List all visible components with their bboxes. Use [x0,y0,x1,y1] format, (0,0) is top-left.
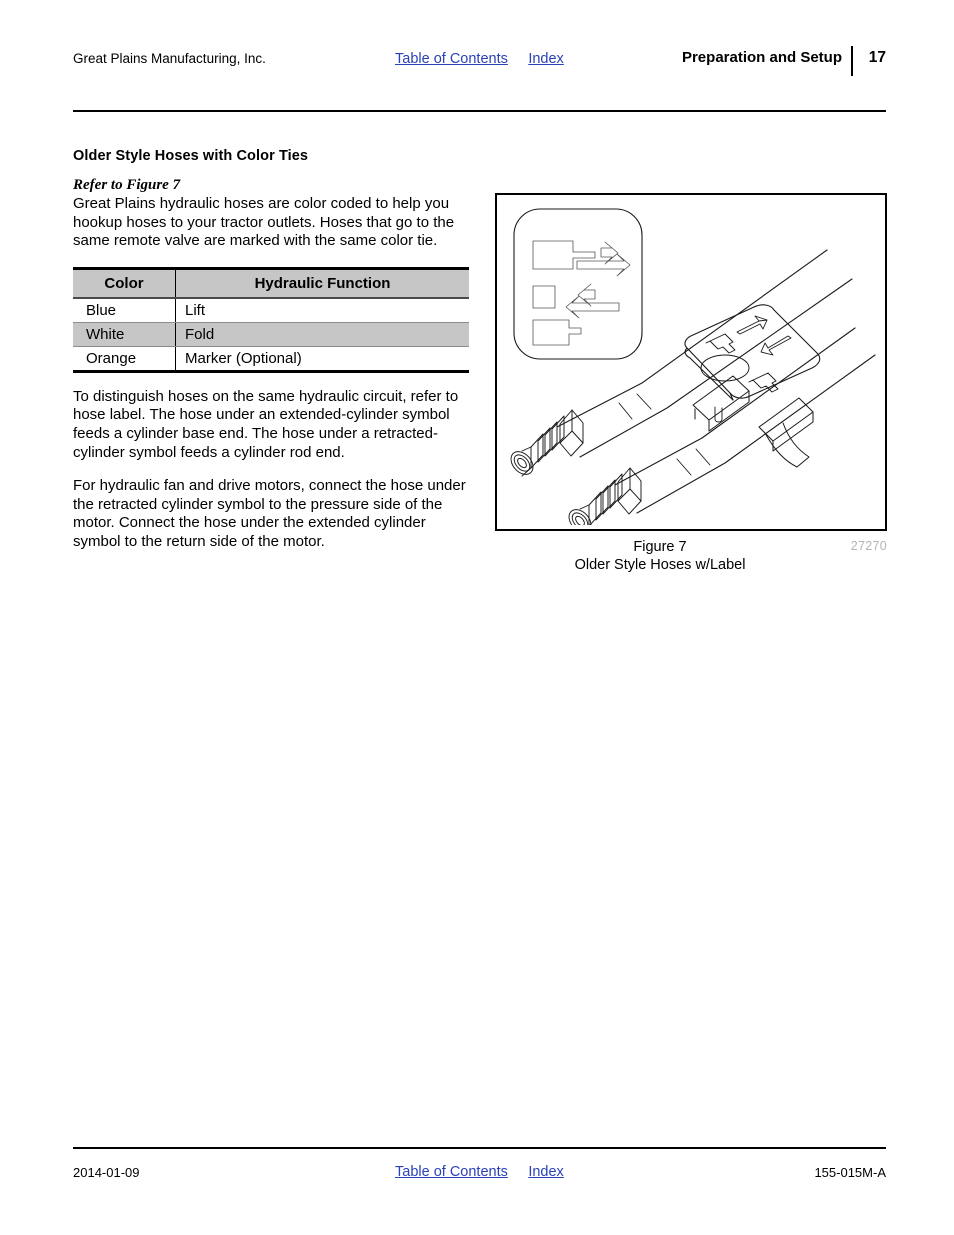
paragraph-distinguish-hoses: To distinguish hoses on the same hydraulic circuit, refer to hose label. The hose under an extended-cylinder symbol feeds a cylinder base end. The hose under a retracted-cylinder symbol feeds a cylinder rod end. [73,387,459,461]
header-divider-rule [73,110,886,112]
header-table-of-contents-link[interactable]: Table of Contents [395,51,508,67]
cell-function: Marker (Optional) [185,349,302,367]
footer-table-of-contents-link[interactable]: Table of Contents [395,1164,508,1180]
footer-index-link[interactable]: Index [528,1164,564,1180]
cell-function: Lift [176,298,470,323]
header-vertical-rule [851,46,853,76]
footer-date: 2014-01-09 [73,1165,140,1180]
header-nav-links [395,50,564,68]
cell-color: Orange [73,346,176,371]
cell-color: Blue [73,298,176,323]
cell-function: Fold [176,322,470,346]
hydraulic-function-table-wrapper [73,267,469,373]
section-heading: Older Style Hoses with Color Ties [73,148,309,164]
table-body [73,298,469,372]
page-number: 17 [868,49,886,66]
figure-caption-line-2: Older Style Hoses w/Label [574,557,746,573]
company-name: Great Plains Manufacturing, Inc. [73,51,266,66]
table-header-row [73,268,469,298]
table-head [73,268,469,298]
section-title: Preparation and Setup [681,49,842,66]
paragraph-fan-drive-motors: For hydraulic fan and drive motors, connect the hose under the retracted cylinder symbol to the pressure side of the motor. Connect the hose under the extended cylinder symbol to the return side of the motor. [73,477,466,550]
footer-nav-links [395,1163,564,1181]
hydraulic-function-table [73,267,469,373]
refer-to-figure-note: Refer to Figure 7 [73,177,181,193]
footer-document-number: 155-015M-A [814,1165,886,1180]
table-row [73,346,469,371]
header-index-link[interactable]: Index [528,51,564,67]
page-header [73,48,886,80]
footer-divider-rule [73,1147,886,1149]
figure-caption-row [495,538,887,578]
intro-paragraph: Great Plains hydraulic hoses are color coded to help you hookup hoses to your tractor outlets. Hoses that go to the same remote valve are marked with the same color tie. [73,195,455,250]
figure-block [495,193,887,578]
table-row [73,298,469,323]
figure-id-number: 27270 [850,539,887,553]
cell-color: White [73,322,176,346]
figure-image-frame [495,193,887,531]
figure-caption-line-1: Figure 7 [633,539,687,555]
main-text-column [73,148,469,552]
figure-caption [495,538,825,574]
table-row [73,322,469,346]
column-header-color: Color [73,268,176,298]
hydraulic-hoses-line-drawing [497,195,881,525]
page-footer [73,1163,886,1185]
column-header-hydraulic-function: Hydraulic Function [176,268,470,298]
